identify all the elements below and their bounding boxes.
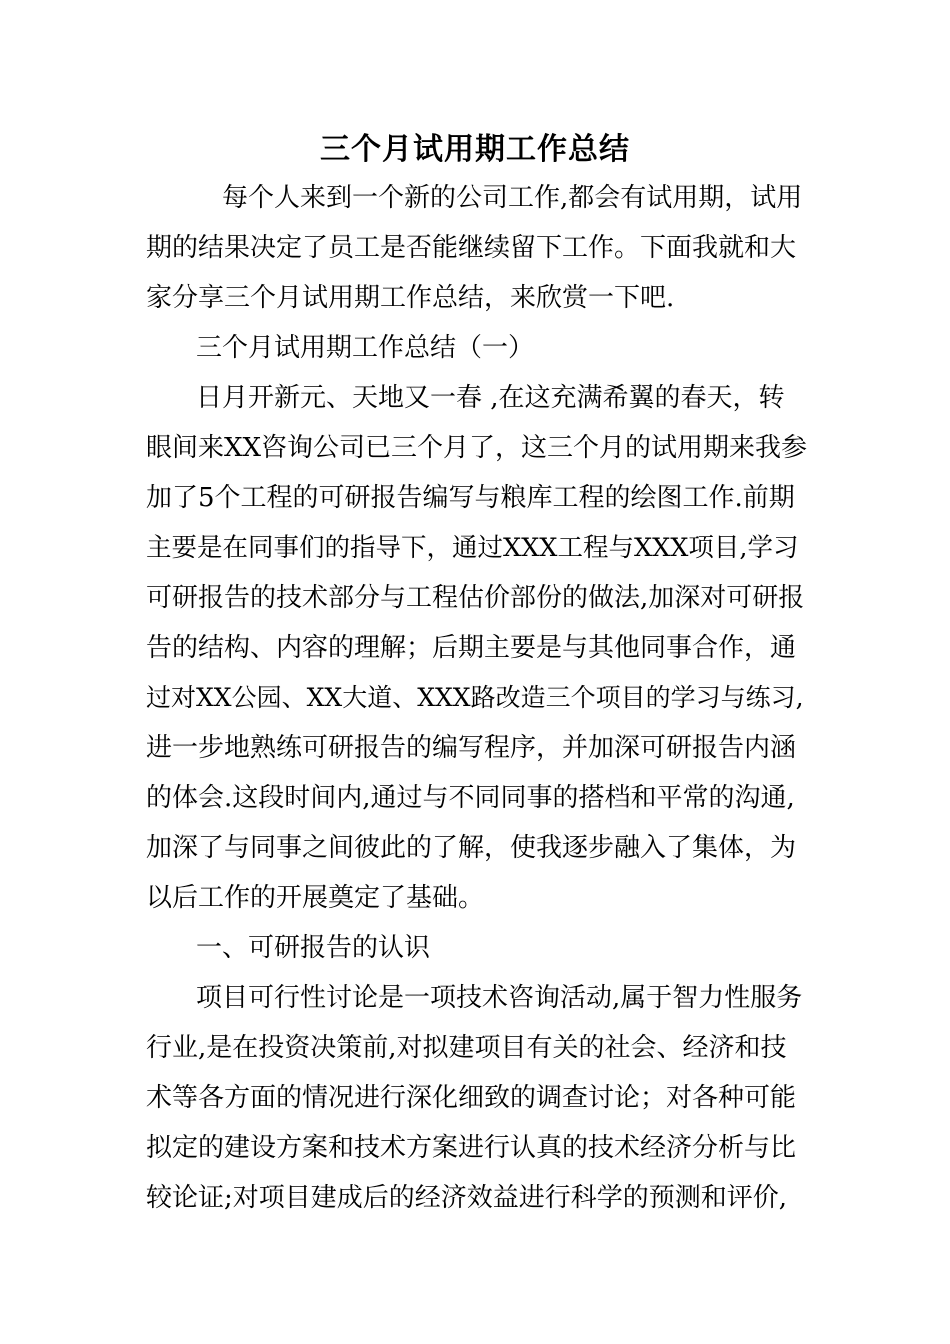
body-line: 眼间来XX咨询公司已三个月了，这三个月的试用期来我参 [146,433,808,463]
body-line: 项目可行性讨论是一项技术咨询活动,属于智力性服务 [196,983,803,1013]
body-line: 的体会.这段时间内,通过与不同同事的搭档和平常的沟通, [146,783,795,813]
body-line: 告的结构、内容的理解；后期主要是与其他同事合作，通 [146,633,797,663]
body-line: 加了5个工程的可研报告编写与粮库工程的绘图工作.前期 [146,483,795,513]
body-line: 行业,是在投资决策前,对拟建项目有关的社会、经济和技 [146,1033,787,1063]
body-line: 每个人来到一个新的公司工作,都会有试用期，试用 [222,183,803,213]
body-line: 过对XX公园、XX大道、XXX路改造三个项目的学习与练习, [146,683,804,712]
document-title: 三个月试用期工作总结 [320,132,630,167]
body-line: 术等各方面的情况进行深化细致的调查讨论；对各种可能 [146,1083,797,1113]
body-line: 可研报告的技术部分与工程估价部份的做法,加深对可研报 [146,583,805,613]
body-line: 较论证;对项目建成后的经济效益进行科学的预测和评价, [146,1183,788,1213]
section-heading: 一、可研报告的认识 [196,933,431,963]
body-line: 主要是在同事们的指导下，通过XXX工程与XXX项目,学习 [146,533,799,563]
body-line: 以后工作的开展奠定了基础。 [146,883,485,913]
body-line: 拟定的建设方案和技术方案进行认真的技术经济分析与比 [146,1133,797,1163]
section-heading: 三个月试用期工作总结（一） [196,333,535,363]
body-line: 进一步地熟练可研报告的编写程序，并加深可研报告内涵 [146,733,797,763]
body-line: 加深了与同事之间彼此的了解，使我逐步融入了集体，为 [146,833,797,863]
body-line: 期的结果决定了员工是否能继续留下工作。下面我就和大 [146,233,797,263]
body-line: 日月开新元、天地又一春 ,在这充满希翼的春天，转 [196,383,785,413]
body-line: 家分享三个月试用期工作总结，来欣赏一下吧. [146,283,675,313]
